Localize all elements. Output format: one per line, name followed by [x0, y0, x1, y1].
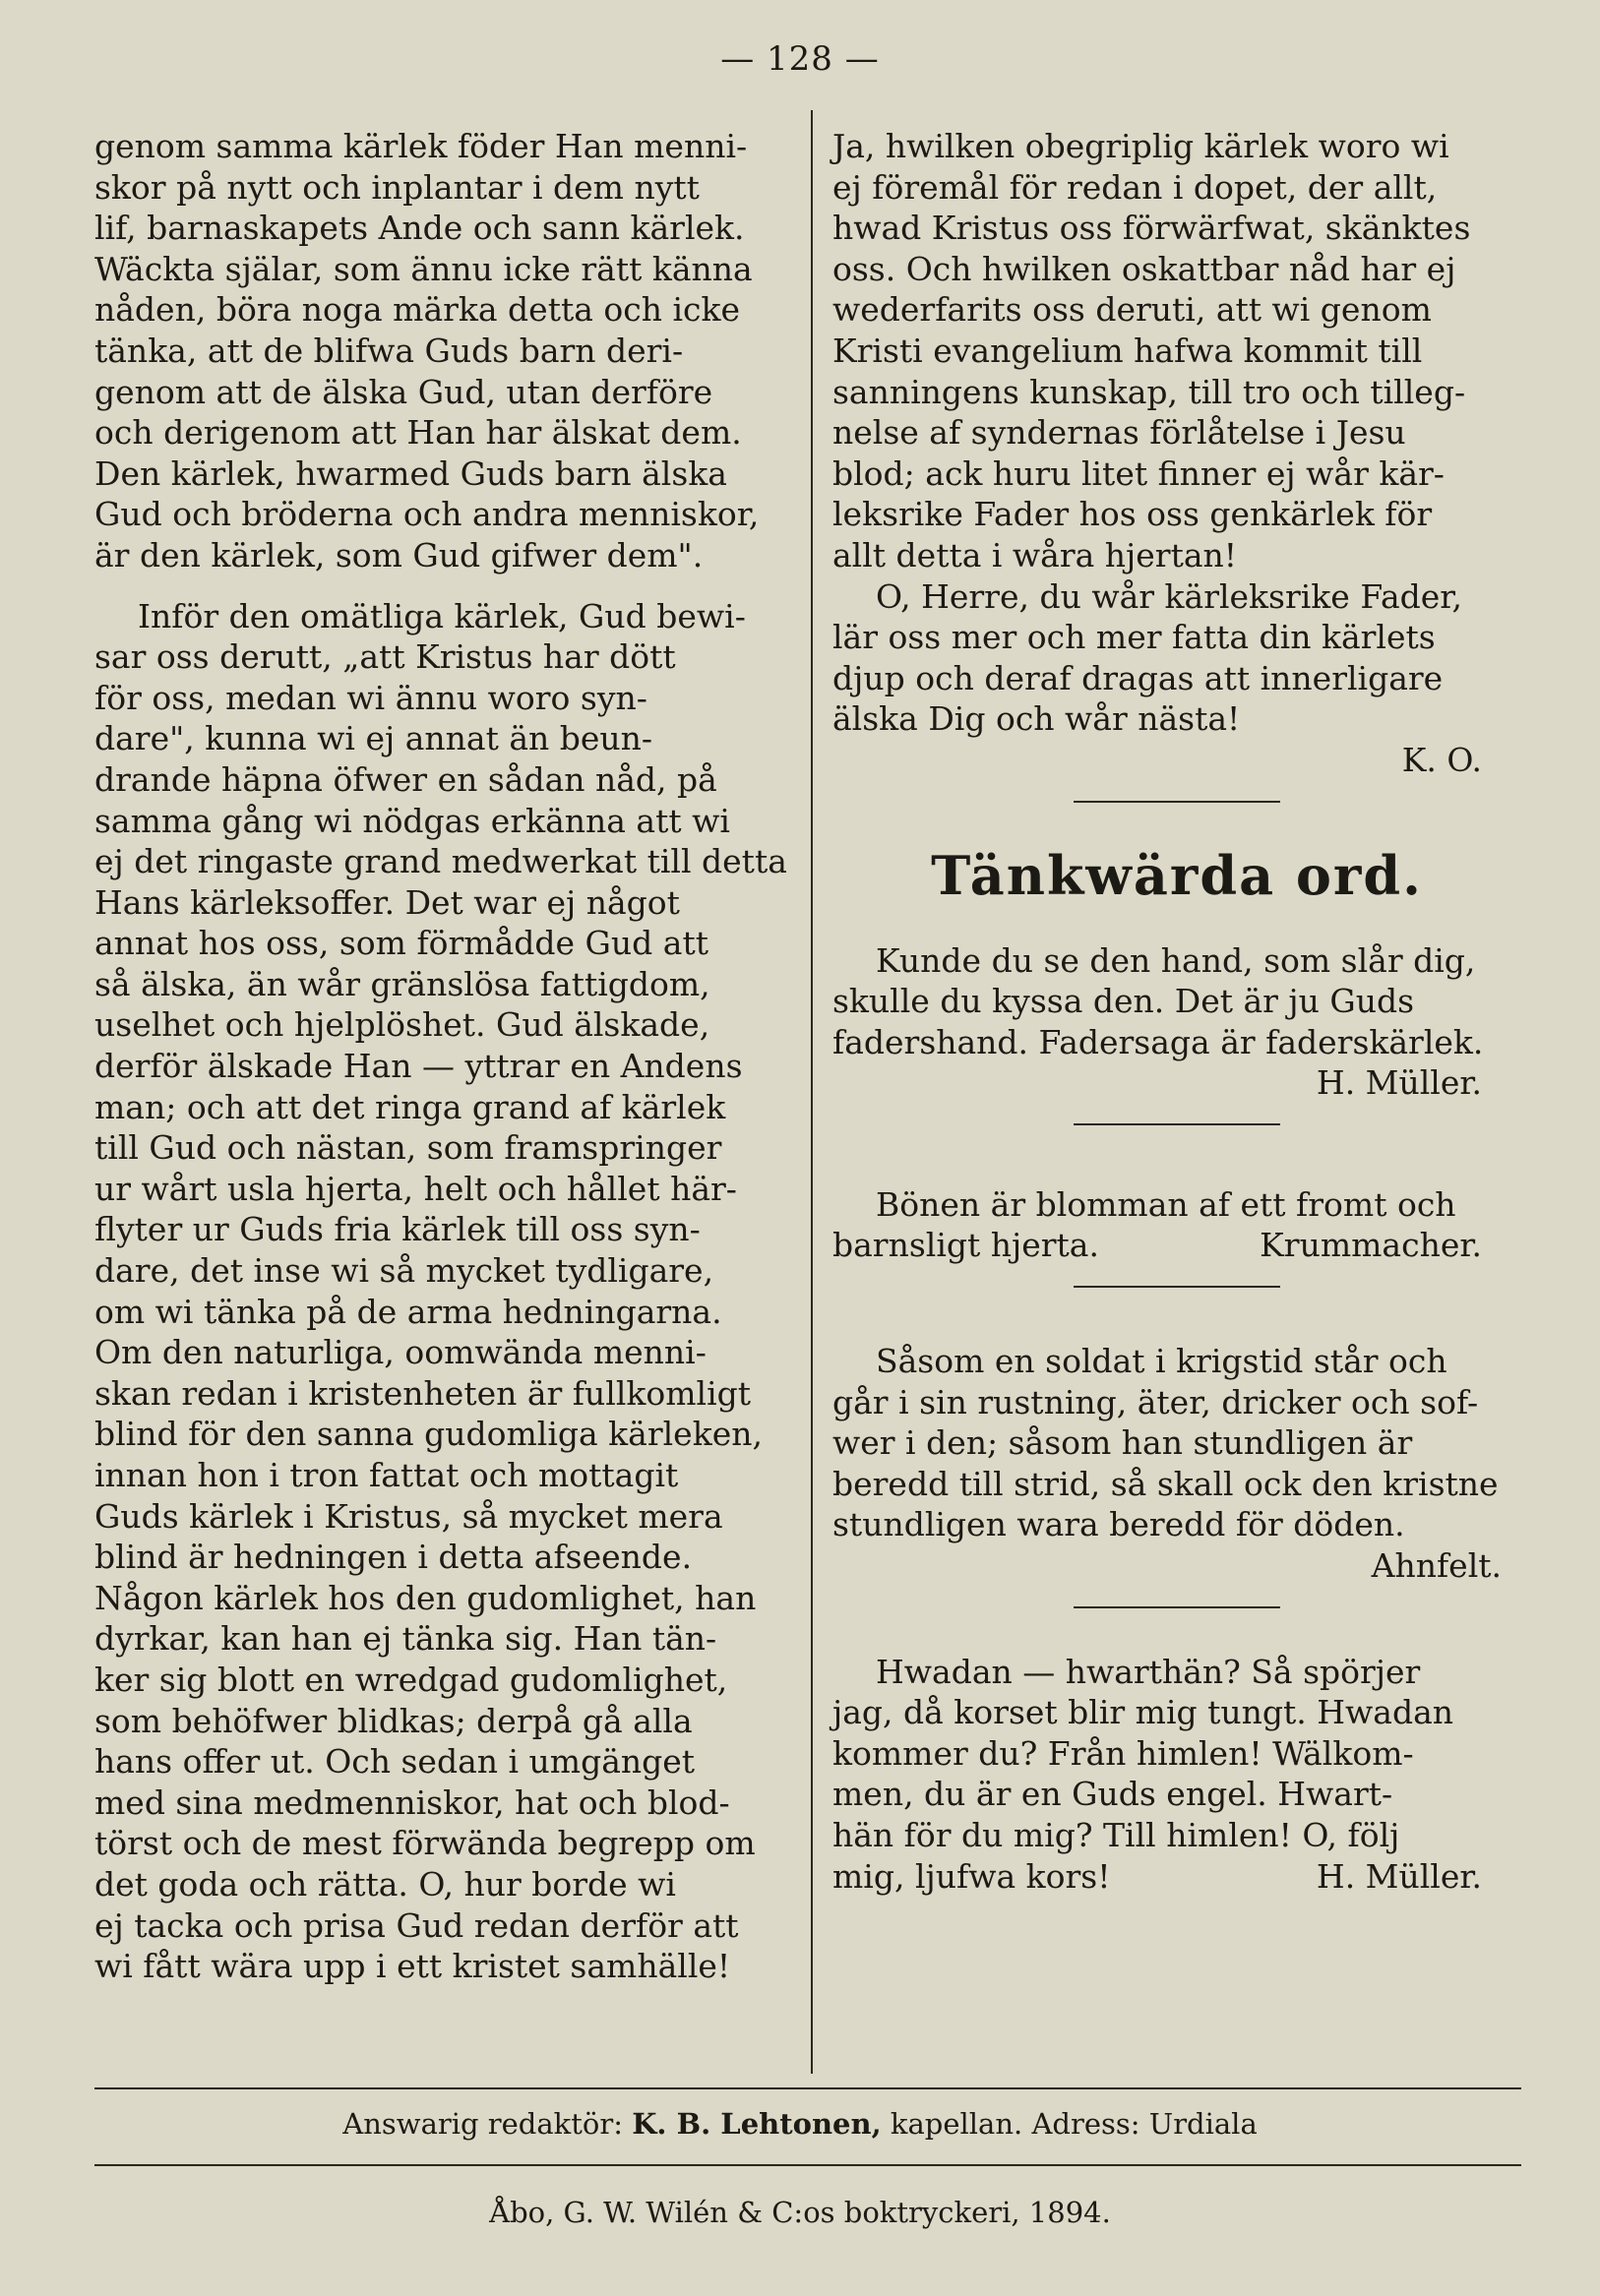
section-rule: [1074, 1123, 1280, 1125]
text-line: beredd till strid, så skall ock den kristne: [832, 1464, 1499, 1503]
signature-muller: H. Müller.: [1316, 1856, 1482, 1896]
text-line: fadershand. Fadersaga är faderskärlek.: [832, 1022, 1484, 1061]
text-line: Inför den omätliga kärlek, Gud bewi-: [138, 596, 746, 635]
text-line: mig, ljufwa kors!: [832, 1856, 1111, 1896]
text-line: dare", kunna wi ej annat än beun-: [94, 719, 653, 758]
text-line: hans offer ut. Och sedan i umgänget: [94, 1742, 696, 1782]
text-line: Kristi evangelium hafwa kommit till: [832, 331, 1423, 370]
text-line: uselhet och hjelplöshet. Gud älskade,: [94, 1005, 710, 1045]
text-line: skulle du kyssa den. Det är ju Guds: [832, 982, 1415, 1021]
text-line: dyrkar, kan han ej tänka sig. Han tän-: [94, 1619, 717, 1659]
editor-label: Answarig redaktör:: [342, 2107, 623, 2141]
text-line: skan redan i kristenheten är fullkomligt: [94, 1373, 752, 1413]
text-line: Guds kärlek i Kristus, så mycket mera: [94, 1496, 723, 1536]
signature-muller: H. Müller.: [1316, 1063, 1482, 1103]
text-line: annat hos oss, som förmådde Gud att: [94, 924, 708, 963]
footer-rule-bottom: [94, 2164, 1521, 2166]
column-divider: [811, 110, 813, 2074]
editor-title: kapellan.: [890, 2107, 1023, 2141]
left-paragraph-2: [94, 596, 793, 1987]
section-rule: [1074, 1606, 1280, 1608]
quote-4: [832, 1652, 1521, 1898]
signature-ahnfelt: Ahnfelt.: [1371, 1546, 1502, 1586]
text-line: Bönen är blomman af ett fromt och: [876, 1184, 1456, 1224]
quote-2: [832, 1184, 1521, 1266]
text-line: är den kärlek, som Gud gifwer dem".: [94, 535, 704, 574]
text-line: blind för den sanna gudomliga kärleken,: [94, 1415, 763, 1454]
text-line: drande häpna öfwer en sådan nåd, på: [94, 759, 717, 799]
text-line: för oss, medan wi ännu woro syn-: [94, 678, 647, 717]
text-line: ej tacka och prisa Gud redan derför att: [94, 1905, 739, 1945]
page-number: — 128 —: [720, 39, 880, 79]
text-line: hän för du mig? Till himlen! O, följ: [832, 1816, 1400, 1854]
text-line: ej det ringaste grand medwerkat till detta: [94, 842, 787, 881]
text-line: nåden, böra noga märka detta och icke: [94, 290, 741, 330]
text-line: sar oss derutt, „att Kristus har dött: [94, 637, 676, 677]
text-line: genom samma kärlek föder Han menni-: [94, 127, 748, 165]
text-line: lär oss mer och mer fatta din kärlets: [832, 618, 1436, 657]
signature-krummacher: Krummacher.: [1260, 1226, 1482, 1265]
text-line: barnsligt hjerta.: [832, 1226, 1099, 1265]
right-column: [832, 126, 1521, 1897]
editor-name: K. B. Lehtonen,: [632, 2107, 882, 2141]
text-line: Gud och bröderna och andra menniskor,: [94, 495, 760, 534]
text-line: ur wårt usla hjerta, helt och hållet här-: [94, 1169, 737, 1208]
text-line: ej föremål för redan i dopet, der allt,: [832, 167, 1438, 207]
text-line: wi fått wära upp i ett kristet samhälle!: [94, 1947, 731, 1986]
text-line: som behöfwer blidkas; derpå gå alla: [94, 1701, 693, 1740]
text-line: skor på nytt och inplantar i dem nytt: [94, 167, 700, 207]
text-line: hwad Kristus oss förwärfwat, skänktes: [832, 209, 1471, 248]
text-line: leksrike Fader hos oss genkärlek för: [832, 495, 1433, 534]
text-line: Ja, hwilken obegriplig kärlek woro wi: [832, 127, 1449, 165]
text-line: oss. Och hwilken oskattbar nåd har ej: [832, 249, 1456, 288]
text-line: derför älskade Han — yttrar en Andens: [94, 1047, 743, 1086]
editor-line: [0, 2107, 1600, 2141]
left-paragraph-1: [94, 126, 793, 576]
left-column: [94, 126, 793, 1987]
text-line: man; och att det ringa grand af kärlek: [94, 1087, 726, 1126]
quote-1: [832, 940, 1521, 1063]
text-line: nelse af syndernas förlåtelse i Jesu: [832, 413, 1406, 453]
text-line: allt detta i wåra hjertan!: [832, 535, 1238, 574]
footer-rule-top: [94, 2087, 1521, 2089]
text-line: och derigenom att Han har älskat dem.: [94, 413, 742, 453]
signature-ko: K. O.: [1401, 740, 1482, 779]
text-line: Om den naturliga, oomwända menni-: [94, 1333, 707, 1372]
text-line: älska Dig och wår nästa!: [832, 699, 1241, 739]
text-line: blod; ack huru litet finner ej wår kär-: [832, 453, 1445, 493]
text-line: men, du är en Guds engel. Hwart-: [832, 1775, 1393, 1814]
right-paragraph-1: [832, 126, 1521, 576]
text-line: blind är hedningen i detta afseende.: [94, 1538, 693, 1577]
text-line: Wäckta själar, som ännu icke rätt känna: [94, 249, 753, 288]
text-line: till Gud och nästan, som framspringer: [94, 1128, 722, 1168]
text-line: flyter ur Guds fria kärlek till oss syn-: [94, 1210, 701, 1249]
text-line: Såsom en soldat i krigstid står och: [876, 1342, 1447, 1381]
printer-imprint: Åbo, G. W. Wilén & C:os boktryckeri, 1894.: [489, 2196, 1111, 2229]
text-line: djup och deraf dragas att innerligare: [832, 658, 1444, 697]
section-rule: [1074, 801, 1280, 803]
text-line: ker sig blott en wredgad gudomlighet,: [94, 1660, 728, 1699]
section-heading: Tänkwärda ord.: [931, 843, 1423, 907]
text-line: tänka, att de blifwa Guds barn deri-: [94, 331, 684, 370]
text-line: Kunde du se den hand, som slår dig,: [876, 940, 1476, 980]
quote-3: [832, 1341, 1521, 1545]
text-line: det goda och rätta. O, hur borde wi: [94, 1864, 676, 1903]
text-line: sanningens kunskap, till tro och tilleg-: [832, 372, 1466, 411]
text-line: Någon kärlek hos den gudomlighet, han: [94, 1578, 757, 1617]
address-label: Adress:: [1031, 2107, 1140, 2141]
text-line: så älska, än wår gränslösa fattigdom,: [94, 964, 710, 1003]
text-line: Hwadan — hwarthän? Så spörjer: [876, 1652, 1421, 1691]
text-line: dare, det inse wi så mycket tydligare,: [94, 1251, 714, 1291]
section-rule: [1074, 1286, 1280, 1288]
text-line: Den kärlek, hwarmed Guds barn älska: [94, 453, 727, 493]
text-line: med sina medmenniskor, hat och blod-: [94, 1782, 730, 1822]
text-line: O, Herre, du wår kärleksrike Fader,: [876, 576, 1462, 616]
text-line: om wi tänka på de arma hedningarna.: [94, 1292, 722, 1331]
address-value: Urdiala: [1148, 2107, 1258, 2141]
text-line: kommer du? Från himlen! Wälkom-: [832, 1733, 1414, 1773]
text-line: jag, då korset blir mig tungt. Hwadan: [832, 1693, 1453, 1732]
text-line: törst och de mest förwända begrepp om: [94, 1824, 756, 1863]
text-line: stundligen wara beredd för döden.: [832, 1505, 1405, 1544]
text-line: wer i den; såsom han stundligen är: [832, 1423, 1413, 1463]
text-line: Hans kärleksoffer. Det war ej något: [94, 882, 680, 922]
text-line: samma gång wi nödgas erkänna att wi: [94, 801, 730, 840]
text-line: lif, barnaskapets Ande och sann kärlek.: [94, 209, 745, 248]
text-line: wederfarits oss deruti, att wi genom: [832, 290, 1432, 330]
text-line: går i sin rustning, äter, dricker och sof-: [832, 1382, 1479, 1421]
text-line: genom att de älska Gud, utan derföre: [94, 372, 713, 411]
right-paragraph-2: [832, 576, 1521, 740]
text-line: innan hon i tron fattat och mottagit: [94, 1456, 679, 1494]
